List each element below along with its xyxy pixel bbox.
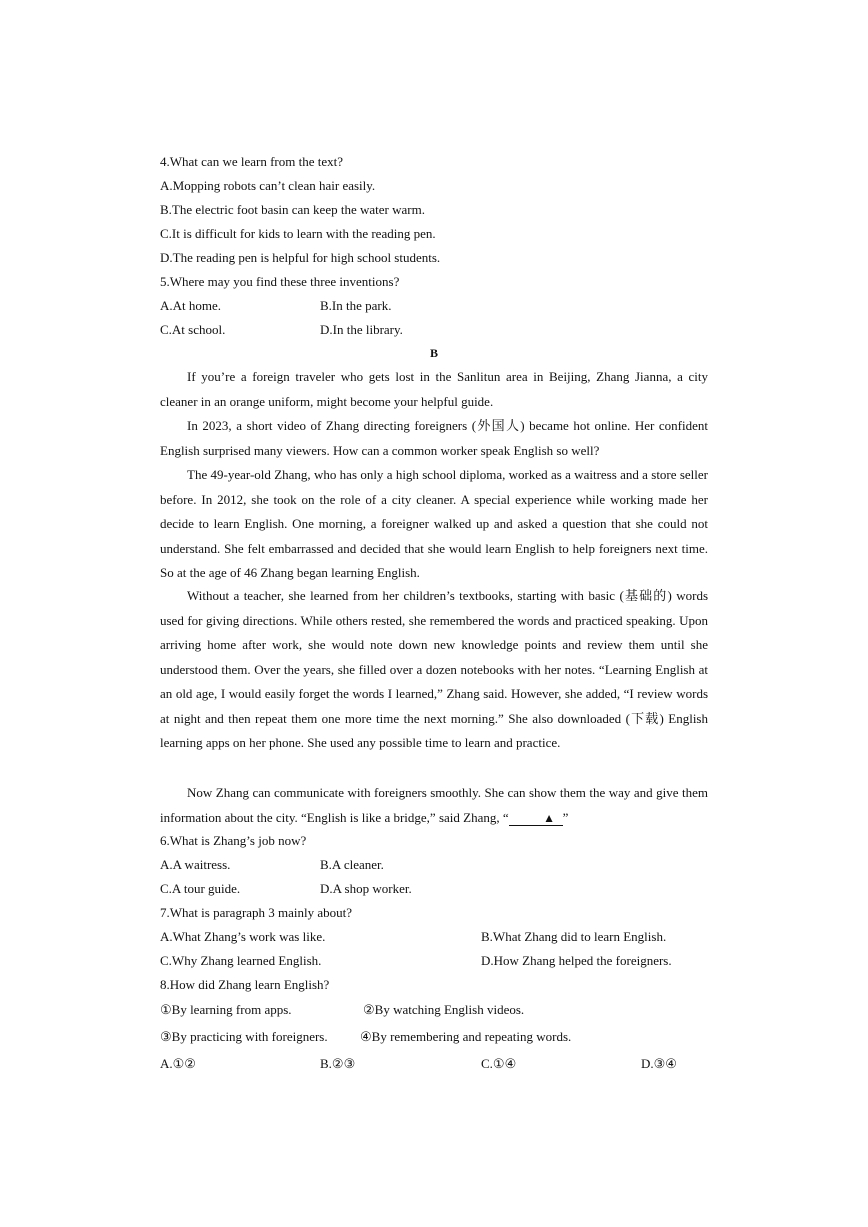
- section-b-heading: B: [429, 346, 438, 360]
- question-5-option-a: A.At home.: [160, 298, 222, 313]
- question-6-option-a: A.A waitress.: [160, 857, 231, 872]
- question-5-option-b: B.In the park.: [320, 298, 392, 313]
- passage-paragraph-2: In 2023, a short video of Zhang directing foreigners (外国人) became hot online. Her confident English surprised many viewers. How can a common worker speak English so well?: [160, 418, 708, 458]
- answer-blank: ▲: [509, 811, 563, 826]
- passage-paragraph-3: The 49-year-old Zhang, who has only a high school diploma, worked as a waitress and a store seller before. In 2012, she took on the role of a city cleaner. A special experience while working made her decide to learn English. One morning, a foreigner walked up and asked a question that she could not understand. She felt embarrassed and decided that she would learn English to help foreigners next time. So at the age of 46 Zhang began learning English.: [160, 467, 708, 580]
- passage-paragraph-5-text: Now Zhang can communicate with foreigners smoothly. She can show them the way and give them information about the city. “English is like a bridge,” said Zhang, “: [160, 785, 708, 825]
- question-7-option-a: A.What Zhang’s work was like.: [160, 929, 326, 944]
- question-8-stem: 8.How did Zhang learn English?: [160, 977, 330, 992]
- question-7-option-c: C.Why Zhang learned English.: [160, 953, 322, 968]
- question-7-stem: 7.What is paragraph 3 mainly about?: [160, 905, 353, 920]
- question-4-option-c: C.It is difficult for kids to learn with the reading pen.: [160, 226, 436, 241]
- question-6-stem: 6.What is Zhang’s job now?: [160, 833, 307, 848]
- question-8-choice-3: ③By practicing with foreigners.: [160, 1029, 328, 1044]
- question-7-option-d: D.How Zhang helped the foreigners.: [481, 953, 672, 968]
- question-4-option-a: A.Mopping robots can’t clean hair easily.: [160, 178, 376, 193]
- question-4-option-d: D.The reading pen is helpful for high school students.: [160, 250, 441, 265]
- passage-paragraph-5: [160, 781, 708, 830]
- question-6-option-c: C.A tour guide.: [160, 881, 241, 896]
- question-6-option-d: D.A shop worker.: [320, 881, 412, 896]
- question-4-stem: 4.What can we learn from the text?: [160, 154, 343, 169]
- question-5-option-c: C.At school.: [160, 322, 226, 337]
- question-6-option-b: B.A cleaner.: [320, 857, 384, 872]
- question-8-option-b: B.②③: [320, 1056, 356, 1071]
- passage-paragraph-5-end: ”: [562, 809, 569, 825]
- question-5-option-d: D.In the library.: [320, 322, 403, 337]
- question-8-choice-2: ②By watching English videos.: [363, 1002, 525, 1017]
- question-7-option-b: B.What Zhang did to learn English.: [481, 929, 667, 944]
- question-4-option-b: B.The electric foot basin can keep the water warm.: [160, 202, 425, 217]
- question-8-choice-4: ④By remembering and repeating words.: [360, 1029, 572, 1044]
- passage-paragraph-1: If you’re a foreign traveler who gets lost in the Sanlitun area in Beijing, Zhang Jianna, a city cleaner in an orange uniform, might become your helpful guide.: [160, 369, 708, 409]
- question-8-option-d: D.③④: [641, 1056, 677, 1071]
- question-8-choice-1: ①By learning from apps.: [160, 1002, 292, 1017]
- passage-paragraph-4: Without a teacher, she learned from her children’s textbooks, starting with basic (基础的) words used for giving directions. While others rested, she remembered the words and practiced speaking. Upon arriving home after work, she would note down new knowledge points and review them until she understood them. Over the years, she filled over a dozen notebooks with her notes. “Learning English at an old age, I would easily forget the words I learned,” Zhang said. However, she added, “I review words at night and then repeat them one more time the next morning.” She also downloaded (下载) English learning apps on her phone. She used any possible time to learn and practice.: [160, 588, 708, 750]
- question-8-option-c: C.①④: [481, 1056, 517, 1071]
- question-5-stem: 5.Where may you find these three inventions?: [160, 274, 400, 289]
- question-8-option-a: A.①②: [160, 1056, 196, 1071]
